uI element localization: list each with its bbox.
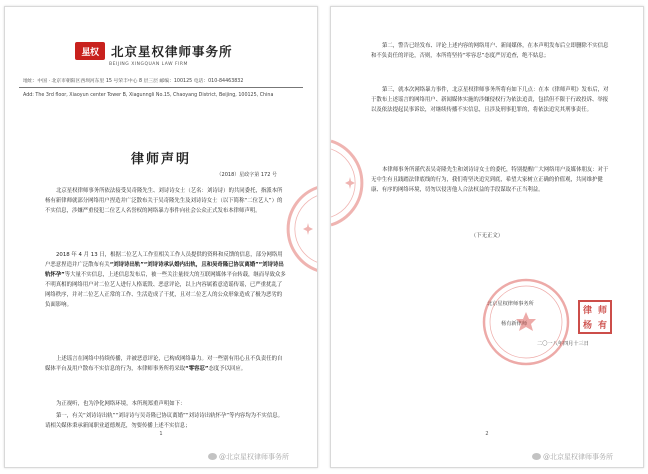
weibo-watermark	[532, 452, 613, 462]
page-number: 1	[159, 431, 163, 437]
chop-char: 有	[597, 321, 607, 331]
signature-lawyer: 杨有新律师	[501, 321, 527, 327]
statement-paragraph-4: 为正视听，也为净化网络环境，本所现郑重声明如下：	[56, 401, 186, 407]
paragraph-2-intro: 2018 年 4 月 13 日，根据二位艺人工作室相关工作人员提供的资料和反馈的信息，部分网络用户恶意捏造并广泛散布有关	[45, 252, 283, 268]
firm-name-cn: 北京星权律师事务所	[111, 44, 233, 59]
edge-seal-stamp	[273, 183, 318, 275]
address-cn: 地址：中国 · 北京市朝阳区西坝河东里 15 号荣丰中心 8 层三层 邮编：100125 电话：010-84463832	[23, 79, 244, 84]
paragraph-3-zero-tolerance: “零容忍”	[185, 366, 209, 372]
edge-seal-stamp	[331, 137, 377, 229]
statement-paragraph-2	[45, 250, 287, 350]
paragraph-3-body: 上述谣言在网络中持续传播，并被恶意评论，已构成网络暴力。对一些别有用心且不负责任的自媒体平台及用户散布不实信息的行为，本律师事务所将采取	[45, 356, 283, 372]
firm-round-stamp	[481, 277, 571, 367]
weibo-icon	[532, 453, 541, 460]
letterhead-divider	[19, 87, 303, 88]
address-en: Add: The 3rd floor, Xiaoyun center Tower B, Xiagunngli No.15, Chaoyang District, Beijing, 100125, China	[23, 93, 274, 98]
weibo-icon	[208, 453, 217, 460]
page-number: 2	[485, 431, 489, 437]
end-of-text-mark: （下无正文）	[470, 233, 504, 239]
lawyer-chop-seal	[578, 300, 612, 334]
weibo-watermark	[208, 452, 289, 462]
statement-point-1: 第一，有关“刘诗诗出轨”“刘诗诗与吴奇隆已协议离婚”“刘诗诗出轨怀孕”等内容均为不实信息。请相关媒体秉承新闻职业道德规范，勿要传播上述不实信息；	[45, 413, 283, 429]
page-one	[4, 6, 318, 468]
watermark-text: @北京星权律师事务所	[543, 453, 613, 461]
letterhead-logo	[75, 41, 233, 61]
chop-char: 师	[597, 306, 607, 316]
watermark-text: @北京星权律师事务所	[219, 453, 289, 461]
reference-number: （2018）星政字第 172 号	[216, 172, 277, 178]
paragraph-3-tail: 态度予以回应。	[208, 366, 247, 372]
firm-name-en: BEIJING XINGQUAN LAW FIRM	[109, 62, 188, 67]
closing-paragraph: 本律师事务所谨代表吴奇隆先生和刘诗诗女士的委托，特别提醒广大网络用户及媒体朋友：对于无中生有且践踏法律底线的行为，我们将坚决追究到底，希望大家树立正确的价值观，共同维护健康、有序的网络环境，切勿以侵害他人合法权益的手段谋取不正当利益。	[371, 167, 609, 193]
statement-point-2: 第二，警告已经发布、评论上述内容的网络用户、新闻媒体，在本声明发布后立即删除不实信息和不负责任的评论，否则，本所将坚持“零容忍”态度严厉追查，绝不姑息；	[371, 43, 609, 59]
chop-char: 律	[582, 306, 592, 316]
chop-char: 杨	[582, 321, 592, 331]
signature-date: 二〇一八年四月十三日	[537, 341, 589, 347]
signature-firm: 北京星权律师事务所	[487, 301, 534, 307]
page-two	[330, 6, 644, 468]
firm-logo-mark: 星权	[75, 42, 105, 60]
paragraph-2-rumors: “刘诗诗出轨”“刘诗诗承认婚内出轨，且和吴奇隆已协议离婚”“刘诗诗出轨怀孕”	[45, 262, 284, 278]
document-title: 律师声明	[130, 152, 191, 167]
statement-point-3: 第三，就本次网络暴力事件，北京星权律师事务所将有如下几点：在本《律师声明》发布后，对于散布上述谣言的网络用户、新闻媒体实施的涉嫌侵权行为依法追责，包括但不限于行政投诉、举报以及依法提起民事诉讼，对继续传播不实信息，且涉及刑事犯罪的，将依法追究其刑事责任。	[371, 87, 609, 113]
statement-paragraph-1: 北京星权律师事务所依法接受吴奇隆先生、刘诗诗女士（艺名：刘诗诗）的共同委托，指派本所杨有新律师就部分网络用户捏造并广泛散布关于吴奇隆先生及刘诗诗女士（以下简称“二位艺人”）的不实信息，涉嫌严重侵犯二位艺人名誉权的网络暴力事件向社会公众正式发布本律师声明。	[45, 188, 283, 214]
statement-paragraph-3	[45, 354, 287, 394]
paragraph-2-body: 等大量不实信息，上述信息发布后，被一些关注量较大的互联网媒体平台转载，继而导致众多不明真相的网络用户对二位艺人进行人格诋毁、恶意评论，以上内容属蓄意造谣传谣，已严重扰乱了网络秩序，并对二位艺人正常的工作、生活造成了干扰，且对二位艺人的公众形象造成了极为恶劣的负面影响。	[45, 272, 286, 308]
